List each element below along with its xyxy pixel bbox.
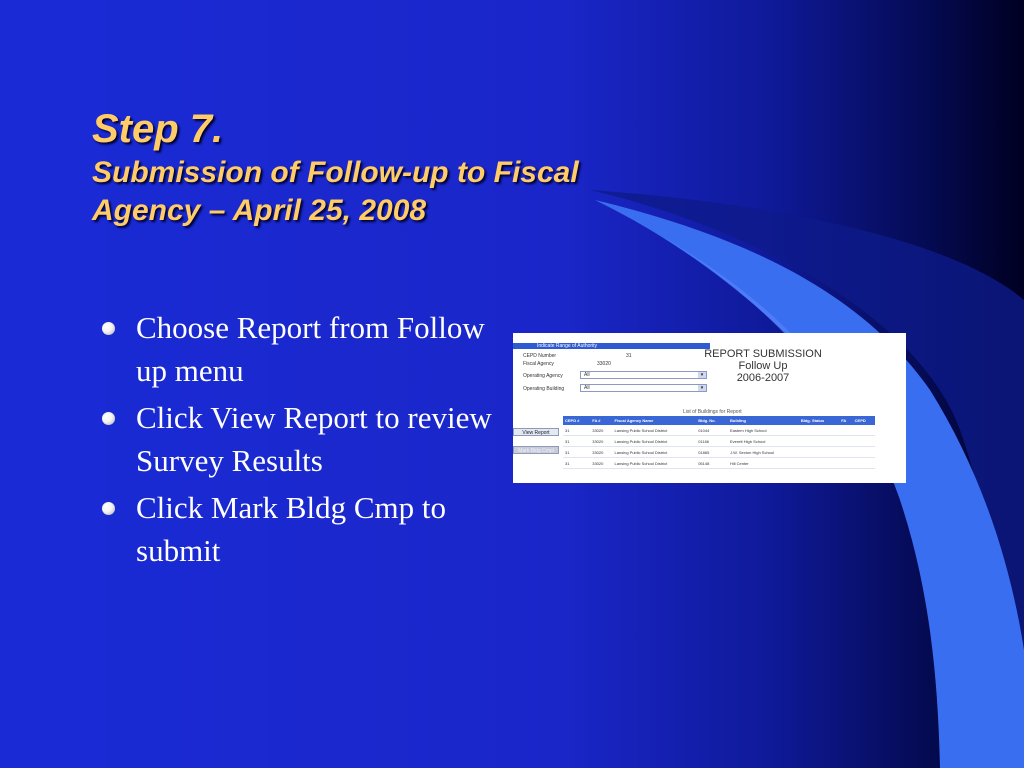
field-value: 31 bbox=[626, 353, 632, 359]
bullet-dot-icon bbox=[102, 412, 115, 425]
field-value: 33020 bbox=[597, 361, 611, 367]
table-cell: 05148 bbox=[696, 458, 728, 469]
report-title-line: 2006-2007 bbox=[736, 372, 790, 384]
table-cell: 33020 bbox=[590, 447, 612, 458]
field-label: CEPD Number bbox=[523, 353, 557, 359]
table-cell bbox=[799, 425, 839, 436]
table-cell: 33020 bbox=[590, 458, 612, 469]
column-header: Bldg. No. bbox=[696, 416, 728, 425]
table-cell: 31 bbox=[563, 447, 590, 458]
table-cell bbox=[853, 458, 875, 469]
slide-title bbox=[92, 104, 772, 230]
title-step: Step 7. bbox=[92, 107, 224, 151]
column-header: Bldg. Status bbox=[799, 416, 839, 425]
field-label: Fiscal Agency bbox=[523, 361, 554, 367]
table-row[interactable] bbox=[563, 425, 875, 436]
table-header-row bbox=[563, 416, 875, 425]
bullet-text: Click View Report to review Survey Results bbox=[136, 400, 492, 478]
table-cell: Lansing Public School District bbox=[613, 458, 697, 469]
table-row[interactable] bbox=[563, 447, 875, 458]
column-header: FA bbox=[839, 416, 852, 425]
title-subtitle-line2: Agency – April 25, 2008 bbox=[92, 194, 427, 227]
table-cell bbox=[799, 436, 839, 447]
bullet-item bbox=[100, 486, 495, 572]
report-screenshot bbox=[513, 333, 906, 483]
mark-bldg-cmpl-button[interactable]: Mark Bldg Cmpl bbox=[513, 446, 559, 454]
table-cell bbox=[853, 447, 875, 458]
list-caption: List of Buildings for Report bbox=[683, 409, 742, 415]
buildings-table bbox=[563, 416, 875, 469]
table-cell: 01044 bbox=[696, 425, 728, 436]
bullet-dot-icon bbox=[102, 502, 115, 515]
bullet-dot-icon bbox=[102, 322, 115, 335]
report-title-line: Follow Up bbox=[738, 360, 788, 372]
table-cell bbox=[799, 447, 839, 458]
bullet-item bbox=[100, 396, 495, 482]
view-report-button[interactable]: View Report bbox=[513, 428, 559, 436]
bullet-list bbox=[100, 306, 495, 576]
table-cell: Hill Center bbox=[728, 458, 799, 469]
table-row[interactable] bbox=[563, 436, 875, 447]
bullet-text: Choose Report from Follow up menu bbox=[136, 310, 485, 388]
table-cell: Lansing Public School District bbox=[613, 447, 697, 458]
table-cell: Eastern High School bbox=[728, 425, 799, 436]
table-cell: 31 bbox=[563, 436, 590, 447]
report-title bbox=[703, 348, 823, 384]
operating-building-select[interactable] bbox=[580, 384, 707, 392]
field-label: Operating Agency bbox=[523, 373, 563, 379]
bullet-item bbox=[100, 306, 495, 392]
table-cell: 31 bbox=[563, 425, 590, 436]
table-cell: 01166 bbox=[696, 436, 728, 447]
table-row[interactable] bbox=[563, 458, 875, 469]
table-cell: Lansing Public School District bbox=[613, 425, 697, 436]
operating-agency-select[interactable] bbox=[580, 371, 707, 379]
table-cell bbox=[853, 425, 875, 436]
table-cell bbox=[853, 436, 875, 447]
column-header: Building bbox=[728, 416, 799, 425]
select-value: All bbox=[584, 385, 590, 391]
chevron-down-icon: ▾ bbox=[698, 372, 706, 378]
report-title-line: REPORT SUBMISSION bbox=[704, 348, 822, 360]
field-label: Operating Building bbox=[523, 386, 565, 392]
column-header: FA # bbox=[590, 416, 612, 425]
chevron-down-icon: ▾ bbox=[698, 385, 706, 391]
table-cell bbox=[839, 425, 852, 436]
column-header: CEPD # bbox=[563, 416, 590, 425]
table-cell: 33020 bbox=[590, 436, 612, 447]
title-subtitle-line1: Submission of Follow-up to Fiscal bbox=[92, 156, 579, 189]
table-cell: 01865 bbox=[696, 447, 728, 458]
table-cell: 31 bbox=[563, 458, 590, 469]
select-value: All bbox=[584, 372, 590, 378]
table-cell: Lansing Public School District bbox=[613, 436, 697, 447]
table-cell: 33020 bbox=[590, 425, 612, 436]
table-cell bbox=[839, 447, 852, 458]
column-header: Fiscal Agency Name bbox=[613, 416, 697, 425]
table-cell bbox=[799, 458, 839, 469]
bullet-text: Click Mark Bldg Cmp to submit bbox=[136, 490, 446, 568]
table-cell bbox=[839, 436, 852, 447]
column-header: CEPD bbox=[853, 416, 875, 425]
table-cell: Everett High School bbox=[728, 436, 799, 447]
table-cell: J.W. Sexton High School bbox=[728, 447, 799, 458]
table-cell bbox=[839, 458, 852, 469]
authority-bar: Indicate Range of Authority bbox=[513, 343, 710, 349]
